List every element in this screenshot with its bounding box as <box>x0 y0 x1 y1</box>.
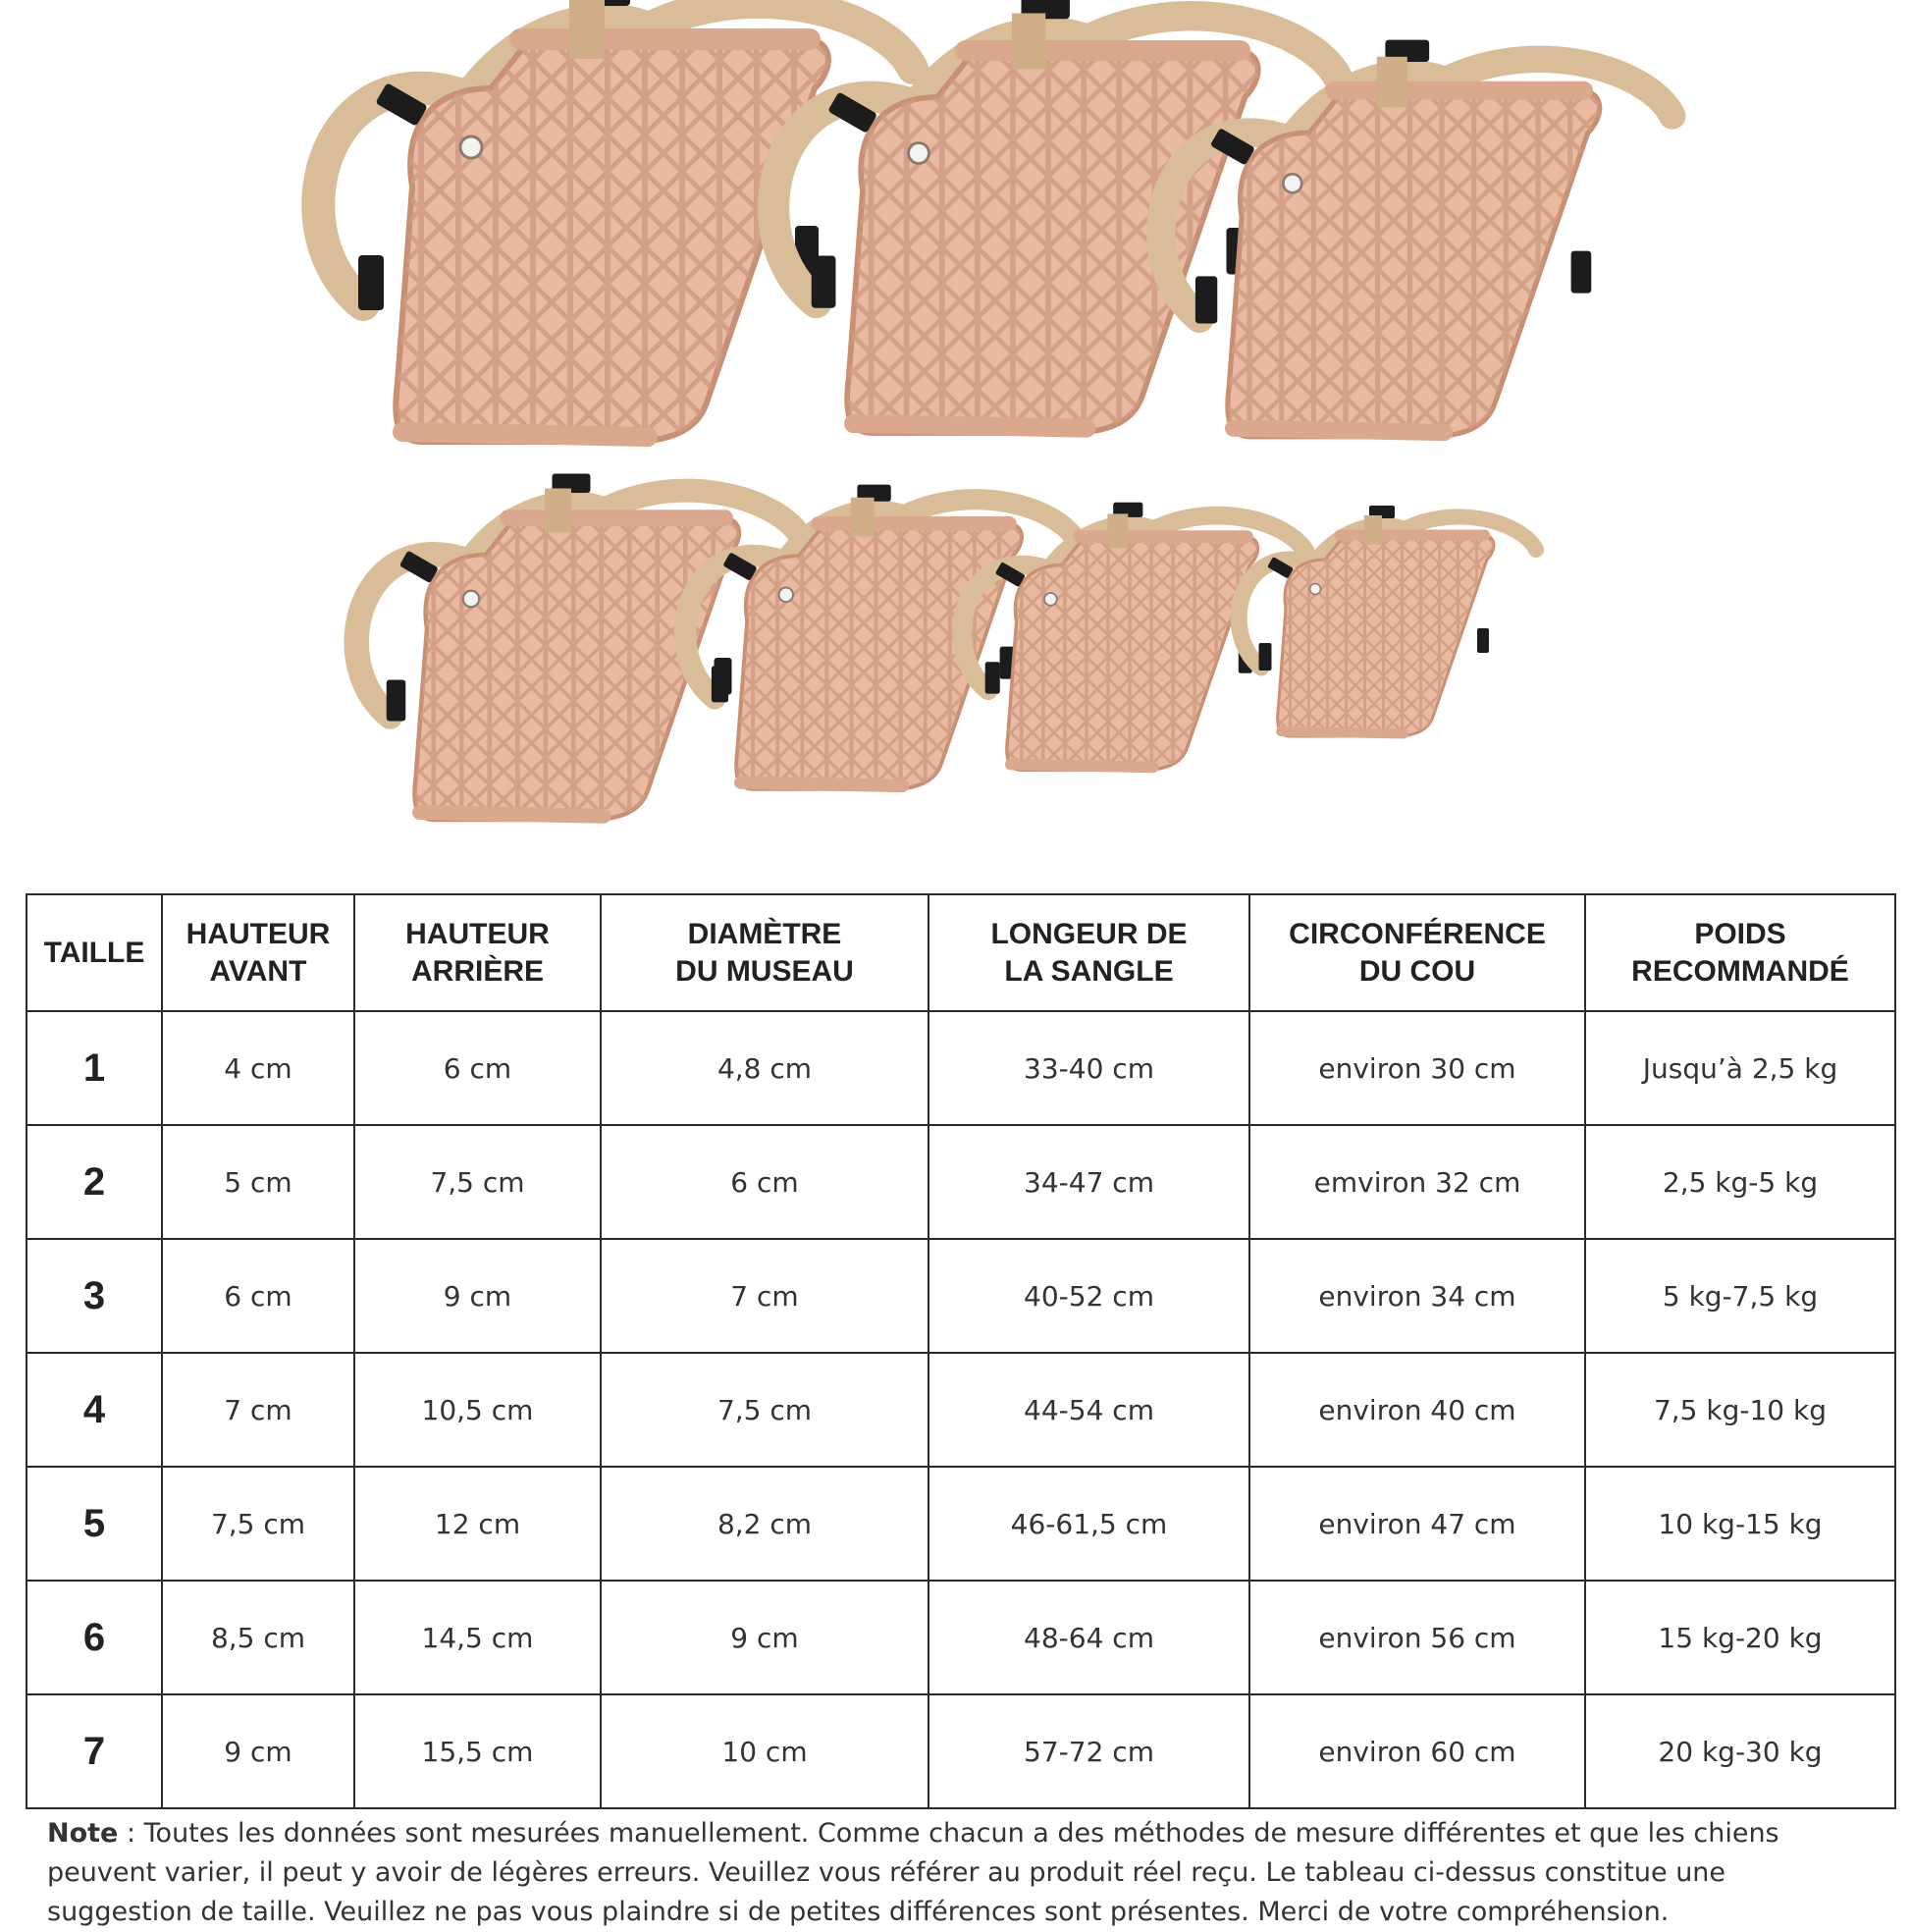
back-height-cell: 15,5 cm <box>354 1694 601 1808</box>
back-height-cell: 10,5 cm <box>354 1353 601 1467</box>
table-row <box>27 1694 1895 1808</box>
recommended-weight-cell: 15 kg-20 kg <box>1585 1581 1895 1694</box>
note-separator: : <box>118 1818 144 1849</box>
header-circonference-cou: CIRCONFÉRENCE DU COU <box>1249 894 1585 1011</box>
front-height-cell: 8,5 cm <box>162 1581 354 1694</box>
neck-circumference-cell: environ 40 cm <box>1249 1353 1585 1467</box>
strap-length-cell: 46-61,5 cm <box>928 1467 1249 1581</box>
neck-circumference-cell: environ 47 cm <box>1249 1467 1585 1581</box>
recommended-weight-cell: 5 kg-7,5 kg <box>1585 1239 1895 1353</box>
snout-diameter-cell: 6 cm <box>601 1125 928 1239</box>
neck-circumference-cell: environ 30 cm <box>1249 1011 1585 1125</box>
front-height-cell: 7 cm <box>162 1353 354 1467</box>
recommended-weight-cell: 2,5 kg-5 kg <box>1585 1125 1895 1239</box>
muzzle-size-7 <box>318 0 913 442</box>
recommended-weight-cell: Jusqu’à 2,5 kg <box>1585 1011 1895 1125</box>
neck-circumference-cell: environ 60 cm <box>1249 1694 1585 1808</box>
front-height-cell: 9 cm <box>162 1694 354 1808</box>
strap-length-cell: 44-54 cm <box>928 1353 1249 1467</box>
snout-diameter-cell: 8,2 cm <box>601 1467 928 1581</box>
snout-diameter-cell: 10 cm <box>601 1694 928 1808</box>
snout-diameter-cell: 7 cm <box>601 1239 928 1353</box>
neck-circumference-cell: emviron 32 cm <box>1249 1125 1585 1239</box>
table-row <box>27 1353 1895 1467</box>
back-height-cell: 9 cm <box>354 1239 601 1353</box>
front-height-cell: 4 cm <box>162 1011 354 1125</box>
front-height-cell: 5 cm <box>162 1125 354 1239</box>
size-cell: 4 <box>27 1353 162 1467</box>
table-row <box>27 1239 1895 1353</box>
strap-length-cell: 57-72 cm <box>928 1694 1249 1808</box>
product-photo <box>0 0 1910 888</box>
back-height-cell: 12 cm <box>354 1467 601 1581</box>
recommended-weight-cell: 20 kg-30 kg <box>1585 1694 1895 1808</box>
table-row <box>27 1125 1895 1239</box>
header-hauteur-arriere: HAUTEUR ARRIÈRE <box>354 894 601 1011</box>
size-chart-table <box>26 893 1896 1809</box>
strap-length-cell: 48-64 cm <box>928 1581 1249 1694</box>
size-cell: 5 <box>27 1467 162 1581</box>
size-cell: 2 <box>27 1125 162 1239</box>
neck-circumference-cell: environ 34 cm <box>1249 1239 1585 1353</box>
size-cell: 3 <box>27 1239 162 1353</box>
size-cell: 1 <box>27 1011 162 1125</box>
neck-circumference-cell: environ 56 cm <box>1249 1581 1585 1694</box>
recommended-weight-cell: 10 kg-15 kg <box>1585 1467 1895 1581</box>
snout-diameter-cell: 7,5 cm <box>601 1353 928 1467</box>
recommended-weight-cell: 7,5 kg-10 kg <box>1585 1353 1895 1467</box>
table-row <box>27 1581 1895 1694</box>
strap-length-cell: 33-40 cm <box>928 1011 1249 1125</box>
note-label: Note <box>47 1818 119 1849</box>
header-taille: TAILLE <box>27 894 162 1011</box>
back-height-cell: 14,5 cm <box>354 1581 601 1694</box>
front-height-cell: 7,5 cm <box>162 1467 354 1581</box>
note-text: Toutes les données sont mesurées manuellement. Comme chacun a des méthodes de mesure différentes et que les chiens peuvent varier, il peut y avoir de légères erreurs. Veuillez vous référer au produit réel reçu. Le tableau ci-dessus constitue une suggestion de taille. Veuillez ne pas vous plaindre si de petites différences sont présentes. Merci de votre compréhension. <box>47 1818 1779 1927</box>
header-poids-recommande: POIDS RECOMMANDÉ <box>1585 894 1895 1011</box>
header-hauteur-avant: HAUTEUR AVANT <box>162 894 354 1011</box>
header-longueur-sangle: LONGEUR DE LA SANGLE <box>928 894 1249 1011</box>
table-row <box>27 1467 1895 1581</box>
disclaimer-note <box>47 1814 1873 1932</box>
header-diametre-museau: DIAMÈTRE DU MUSEAU <box>601 894 928 1011</box>
front-height-cell: 6 cm <box>162 1239 354 1353</box>
strap-length-cell: 40-52 cm <box>928 1239 1249 1353</box>
strap-length-cell: 34-47 cm <box>928 1125 1249 1239</box>
table-row <box>27 1011 1895 1125</box>
back-height-cell: 7,5 cm <box>354 1125 601 1239</box>
table-header-row <box>27 894 1895 1011</box>
size-cell: 7 <box>27 1694 162 1808</box>
size-cell: 6 <box>27 1581 162 1694</box>
back-height-cell: 6 cm <box>354 1011 601 1125</box>
snout-diameter-cell: 4,8 cm <box>601 1011 928 1125</box>
snout-diameter-cell: 9 cm <box>601 1581 928 1694</box>
